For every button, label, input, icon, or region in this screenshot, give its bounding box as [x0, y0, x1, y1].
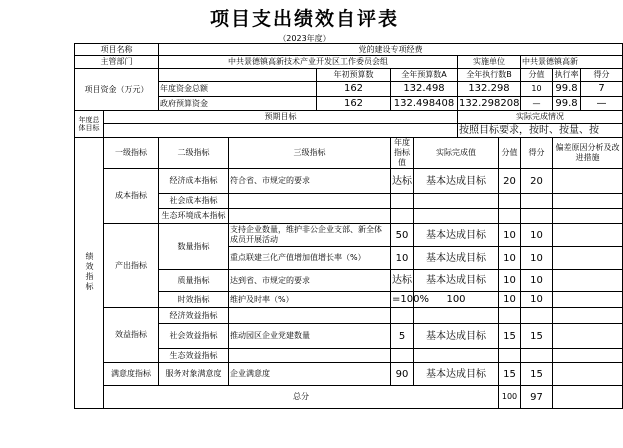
funds-budget: 132.498: [391, 82, 458, 97]
total-got: 97: [521, 386, 553, 409]
table-row: [75, 363, 623, 386]
score-cell: 10: [499, 292, 521, 308]
level2-cell: 服务对象满意度: [159, 363, 229, 386]
got-cell: 10: [521, 292, 553, 308]
actual-goal-label: 实际完成情况: [458, 111, 623, 124]
goals-label: 年度总体目标: [75, 111, 104, 138]
actual-cell: 100: [414, 292, 499, 308]
level3-cell: 支持企业数量，维护非公企业支部、新全体成员开展活动: [229, 224, 391, 247]
score-cell: 10: [499, 247, 521, 270]
level2-cell: 质量指标: [159, 270, 229, 292]
col-score: 分值: [521, 69, 553, 82]
level3-cell: 达到省、市规定的要求: [229, 270, 391, 292]
dept-label: 主管部门: [75, 56, 159, 69]
hdr-level1: 一级指标: [104, 138, 159, 169]
actual-cell: 基本达成目标: [414, 324, 499, 349]
hdr-reason: 偏差原因分析及改进措施: [553, 138, 623, 169]
funds-budget: 132.498408: [391, 97, 458, 111]
funds-score: —: [521, 97, 553, 111]
got-cell: 10: [521, 247, 553, 270]
hdr-target: 年度指标值: [391, 138, 414, 169]
level2-cell: 数量指标: [159, 224, 229, 270]
actual-goal-text: 按照目标要求，按时、按量、按: [458, 124, 623, 138]
target-cell: =100%: [391, 292, 414, 308]
got-cell: 15: [521, 324, 553, 349]
funds-got: —: [581, 97, 623, 111]
col-got: 得分: [581, 69, 623, 82]
funds-row-label: 年度资金总额: [159, 82, 317, 97]
perf-side-label: 绩效指标: [75, 138, 104, 409]
year-label: （2023年度）: [278, 34, 331, 43]
target-cell: 达标: [391, 169, 414, 194]
target-cell: 90: [391, 363, 414, 386]
impl-unit-value: 中共景德镇高新: [521, 56, 623, 69]
table-row: [75, 308, 623, 324]
level3-cell: 推动园区企业党建数量: [229, 324, 391, 349]
level2-cell: 经济效益指标: [159, 308, 229, 324]
got-cell: 15: [521, 363, 553, 386]
actual-cell: 基本达成目标: [414, 247, 499, 270]
page-title: 项目支出绩效自评表: [209, 8, 399, 30]
level2-cell: 生态效益指标: [159, 349, 229, 363]
got-cell: 10: [521, 224, 553, 247]
funds-label: 项目资金（万元）: [75, 69, 159, 111]
score-cell: 10: [499, 224, 521, 247]
score-cell: 10: [499, 270, 521, 292]
level2-cell: 社会效益指标: [159, 324, 229, 349]
level2-cell: 时效指标: [159, 292, 229, 308]
col-full-exec: 全年执行数B: [458, 69, 521, 82]
table-row: [75, 224, 623, 247]
col-full-budget: 全年预算数A: [391, 69, 458, 82]
group-satisfaction: 满意度指标: [104, 363, 159, 386]
group-cost: 成本指标: [104, 169, 159, 224]
target-cell: 达标: [391, 270, 414, 292]
funds-row-label: 政府预算资金: [159, 97, 317, 111]
evaluation-table: [74, 43, 623, 409]
target-cell: 10: [391, 247, 414, 270]
hdr-score: 分值: [499, 138, 521, 169]
hdr-level2: 二级指标: [159, 138, 229, 169]
got-cell: 10: [521, 270, 553, 292]
actual-cell: 基本达成目标: [414, 224, 499, 247]
actual-cell: 基本达成目标: [414, 363, 499, 386]
score-cell: 15: [499, 363, 521, 386]
total-label: 总分: [104, 386, 499, 409]
funds-got: 7: [581, 82, 623, 97]
actual-cell: 基本达成目标: [414, 169, 499, 194]
table-row: [75, 169, 623, 194]
funds-rate: 99.8: [553, 82, 581, 97]
level2-cell: 经济成本指标: [159, 169, 229, 194]
total-score: 100: [499, 386, 521, 409]
project-name-value: 党的建设专项经费: [159, 44, 623, 56]
funds-initial: 162: [317, 97, 391, 111]
hdr-level3: 三级指标: [229, 138, 391, 169]
target-cell: 50: [391, 224, 414, 247]
score-cell: 20: [499, 169, 521, 194]
impl-unit-label: 实施单位: [458, 56, 521, 69]
hdr-got: 得分: [521, 138, 553, 169]
col-exec-rate: 执行率: [553, 69, 581, 82]
expected-goal-text: [104, 124, 458, 138]
funds-exec: 132.298208: [459, 97, 520, 109]
col-initial: 年初预算数: [317, 69, 391, 82]
dept-value: 中共景德镇高新技术产业开发区工作委员会组: [159, 56, 458, 69]
group-output: 产出指标: [104, 224, 159, 308]
actual-cell: 基本达成目标: [414, 270, 499, 292]
funds-exec: 132.298: [458, 82, 521, 97]
funds-rate: 99.8: [553, 97, 581, 111]
target-cell: 5: [391, 324, 414, 349]
project-name-label: 项目名称: [75, 44, 159, 56]
funds-initial: 162: [317, 82, 391, 97]
hdr-actual: 实际完成值: [414, 138, 499, 169]
group-benefit: 效益指标: [104, 308, 159, 363]
level3-cell: 符合省、市规定的要求: [229, 169, 391, 194]
funds-score: 10: [521, 82, 553, 97]
level3-cell: 重点联建三化产值增加值增长率（%）: [229, 247, 391, 270]
level2-cell: 社会成本指标: [159, 194, 229, 209]
score-cell: 15: [499, 324, 521, 349]
level2-cell: 生态环境成本指标: [159, 209, 229, 224]
level3-cell: 企业满意度: [229, 363, 391, 386]
expected-goal-label: 预期目标: [104, 111, 458, 124]
total-row: [75, 386, 623, 409]
got-cell: 20: [521, 169, 553, 194]
level3-cell: 维护及时率（%）: [229, 292, 391, 308]
